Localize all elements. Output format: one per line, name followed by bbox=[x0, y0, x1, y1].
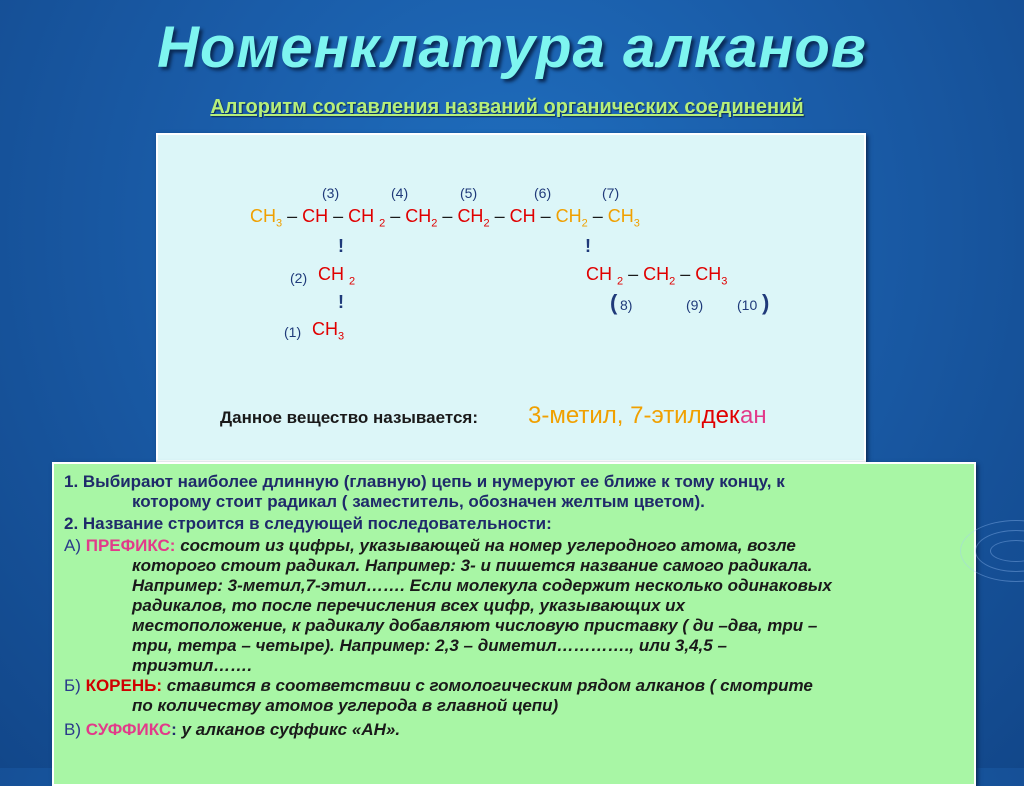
suffix-keyword: СУФФИКС bbox=[85, 720, 172, 739]
rule-suffix: В) СУФФИКС: у алканов суффикс «АН». bbox=[64, 720, 401, 739]
carbon-number-6: (6) bbox=[534, 185, 552, 201]
root-keyword: КОРЕНЬ: bbox=[85, 676, 162, 695]
paren-close: ) bbox=[762, 290, 770, 315]
main-ch2-4: CH $_2$ bbox=[348, 206, 386, 230]
rules-panel bbox=[52, 462, 976, 786]
main-chain: $CH_3$ – CH – CH $_2 - CH_2 - CH_2$ – CH – $CH_2 - CH_3$ bbox=[250, 206, 640, 230]
paren-open: ( bbox=[610, 290, 618, 315]
carbon-number-4: (4) bbox=[391, 185, 409, 201]
rule-root: Б) КОРЕНЬ: ставится в соответствии с гомологическим рядом алканов ( смотрите по количеству атомов углерода в главной цепи) bbox=[64, 676, 813, 715]
carbon-number-3: (3) bbox=[322, 185, 340, 201]
branch-ch2-left: CH $_2$ bbox=[318, 264, 356, 288]
rule-2: 2. Название строится в следующей последовательности: bbox=[64, 514, 552, 533]
carbon-number-9: (9) bbox=[686, 297, 704, 313]
bond-left-1: ! bbox=[338, 236, 344, 256]
carbon-number-8: 8) bbox=[620, 297, 633, 313]
rule-prefix: А) ПРЕФИКС: состоит из цифры, указывающей на номер углеродного атома, возле которого стоит радикал. Например: 3- и пишется название самого радикала. Например: 3-метил,7-этил……. Если молекула содержит несколько одинаковых радикалов, то после перечисления всех цифр, указывающих их местоположение, к радикалу добавляют числовую приставку ( ди –два, три – три, тетра – четыре). Например: 2,3 – диметил…………., или 3,4,5 – триэтил……. bbox=[64, 536, 832, 675]
carbon-number-2: (2) bbox=[290, 270, 308, 286]
bond-right-1: ! bbox=[585, 236, 591, 256]
main-ch2-6: $CH_2$ bbox=[457, 206, 490, 230]
main-ch2-right: $CH_2$ bbox=[555, 206, 588, 230]
answer-caption: Данное вещество называется: bbox=[220, 408, 478, 427]
formula-panel bbox=[156, 133, 866, 462]
slide-title: Номенклатура алканов bbox=[157, 15, 867, 80]
slide-subtitle: Алгоритм составления названий органических соединений bbox=[210, 96, 804, 118]
main-ch3-left: $CH_3$ bbox=[250, 206, 283, 230]
main-ch-3: CH bbox=[302, 206, 329, 226]
rule-1: 1. Выбирают наиболее длинную (главную) цепь и нумеруют ее ближе к тому концу, к которому стоит радикал ( заместитель, обозначен желтым цветом). bbox=[64, 472, 785, 511]
main-ch-7: CH bbox=[509, 206, 536, 226]
carbon-number-7: (7) bbox=[602, 185, 620, 201]
answer-name: 3-метил, 7-этилдекан bbox=[528, 402, 767, 429]
bond-left-2: ! bbox=[338, 292, 344, 312]
main-ch3-right: $CH_3$ bbox=[607, 206, 640, 230]
main-ch2-5: $CH_2$ bbox=[405, 206, 438, 230]
right-branch-chain: CH $_2 - CH_2 - CH_3$ bbox=[586, 264, 728, 288]
prefix-keyword: ПРЕФИКС: bbox=[85, 536, 176, 555]
carbon-number-5: (5) bbox=[460, 185, 478, 201]
carbon-number-10: (10 bbox=[737, 297, 758, 313]
branch-ch3-left: $CH_3$ bbox=[312, 319, 345, 343]
carbon-number-1: (1) bbox=[284, 324, 302, 340]
